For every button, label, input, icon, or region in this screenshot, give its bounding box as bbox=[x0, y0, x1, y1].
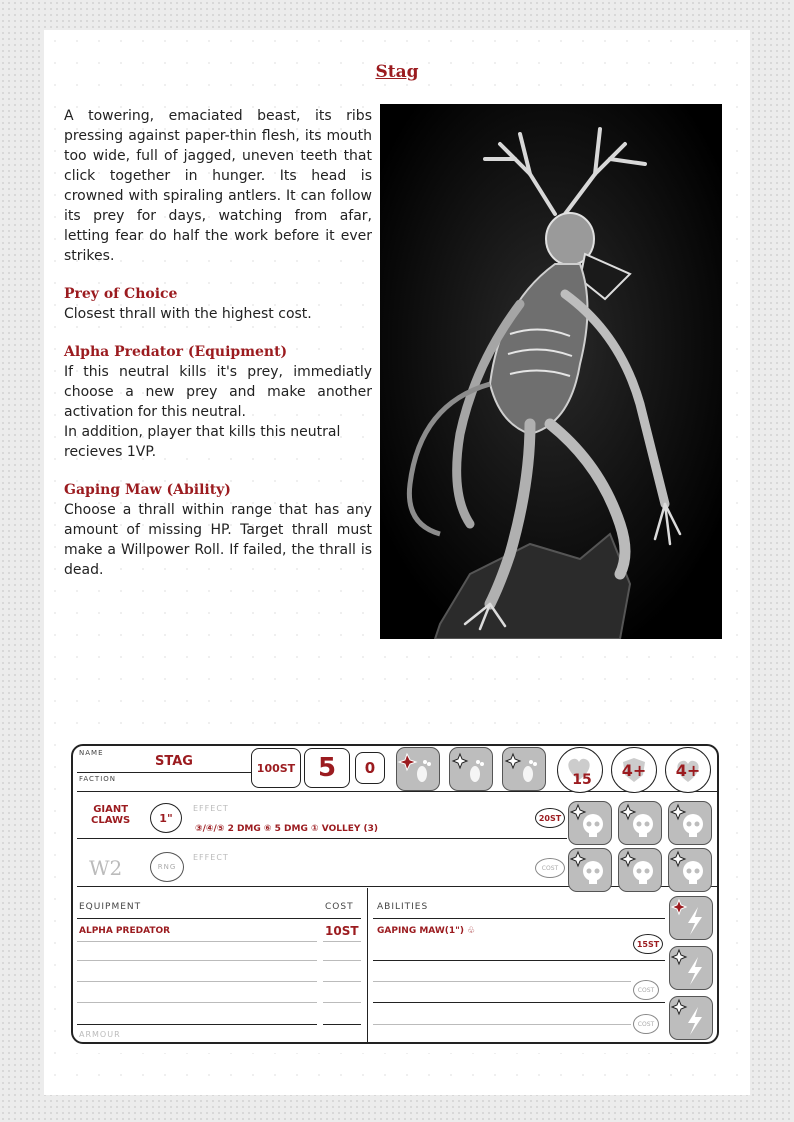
weapon2-range: RNG bbox=[150, 852, 184, 882]
skull-tile-4 bbox=[568, 848, 612, 892]
skull-tile-6 bbox=[668, 848, 712, 892]
stag-beast-illustration bbox=[380, 104, 722, 639]
defense-circle-1 bbox=[611, 747, 657, 793]
move-tile-3 bbox=[502, 747, 546, 791]
armour-label: ARMOUR bbox=[79, 1030, 121, 1039]
defense-value-2: 4+ bbox=[675, 760, 701, 780]
ability-2-cost: COST bbox=[633, 980, 659, 1000]
maw-body: Choose a thrall within range that has any amount of missing HP. Target thrall must make a Willpower Roll. If failed, the thrall is dead. bbox=[64, 502, 372, 578]
description-column bbox=[64, 106, 372, 580]
weapon1-effect: ③/④/⑤ 2 DMG ⑥ 5 DMG ① VOLLEY (3) bbox=[195, 824, 378, 834]
maw-heading: Gaping Maw (Ability) bbox=[64, 482, 231, 498]
equipment-1-name: ALPHA PREDATOR bbox=[79, 926, 171, 936]
skull-tile-3 bbox=[668, 801, 712, 845]
defense-circle-2 bbox=[665, 747, 711, 793]
ability-1-name: GAPING MAW(1") ♧ bbox=[377, 926, 476, 936]
name-label: NAME bbox=[79, 749, 104, 757]
defense-value-1: 4+ bbox=[621, 760, 647, 780]
action-tile-2 bbox=[669, 946, 713, 990]
hp-value: 15 bbox=[572, 772, 592, 788]
move-tile-2 bbox=[449, 747, 493, 791]
action-tile-1 bbox=[669, 896, 713, 940]
skull-tile-2 bbox=[618, 801, 662, 845]
prey-heading: Prey of Choice bbox=[64, 286, 178, 302]
card-name: STAG bbox=[155, 754, 193, 769]
skull-tile-5 bbox=[618, 848, 662, 892]
ability-1-cost: 15ST bbox=[633, 934, 663, 954]
weapon1-range: 1" bbox=[150, 803, 182, 833]
dice-pool-box bbox=[304, 748, 350, 788]
creature-artwork bbox=[380, 104, 722, 639]
alpha-heading: Alpha Predator (Equipment) bbox=[64, 344, 288, 360]
weapon2-name: W2 bbox=[89, 856, 123, 880]
weapon2-cost: COST bbox=[535, 858, 565, 878]
hp-circle bbox=[557, 747, 603, 793]
move-tile-1 bbox=[396, 747, 440, 791]
alpha-body-2: In addition, player that kills this neutral recieves 1VP. bbox=[64, 424, 341, 460]
skull-tile-1 bbox=[568, 801, 612, 845]
abilities-label: ABILITIES bbox=[377, 902, 429, 912]
action-tile-3 bbox=[669, 996, 713, 1040]
weapon1-effect-label: EFFECT bbox=[193, 804, 229, 813]
weapon1-cost: 20ST bbox=[535, 808, 565, 828]
alpha-body-1: If this neutral kills it's prey, immediatly choose a new prey and make another activation for this neutral. bbox=[64, 364, 372, 420]
card-cost: 100ST bbox=[256, 761, 296, 775]
weapon2-effect-label: EFFECT bbox=[193, 853, 229, 862]
weapon1-name: GIANT CLAWS bbox=[91, 804, 131, 826]
page-title: Stag bbox=[375, 62, 419, 82]
prey-body: Closest thrall with the highest cost. bbox=[64, 306, 312, 322]
equipment-cost-label: COST bbox=[325, 902, 354, 912]
stat-card bbox=[65, 738, 727, 1053]
armour-value-box bbox=[355, 752, 385, 784]
dice-pool-value: 5 bbox=[317, 753, 337, 783]
faction-label: FACTION bbox=[79, 775, 117, 783]
equipment-1-cost: 10ST bbox=[325, 924, 359, 938]
ability-3-cost: COST bbox=[633, 1014, 659, 1034]
description-text: A towering, emaciated beast, its ribs pressing against paper-thin flesh, its mouth too wide, full of jagged, uneven teeth that click together in hunger. Its head is crowned with spiraling antlers. It can follow its prey for days, watching from afar, letting fear do half the work before it ever strikes. bbox=[64, 108, 372, 264]
equipment-label: EQUIPMENT bbox=[79, 902, 142, 912]
cost-box bbox=[251, 748, 301, 788]
armour-value: 0 bbox=[364, 759, 376, 777]
